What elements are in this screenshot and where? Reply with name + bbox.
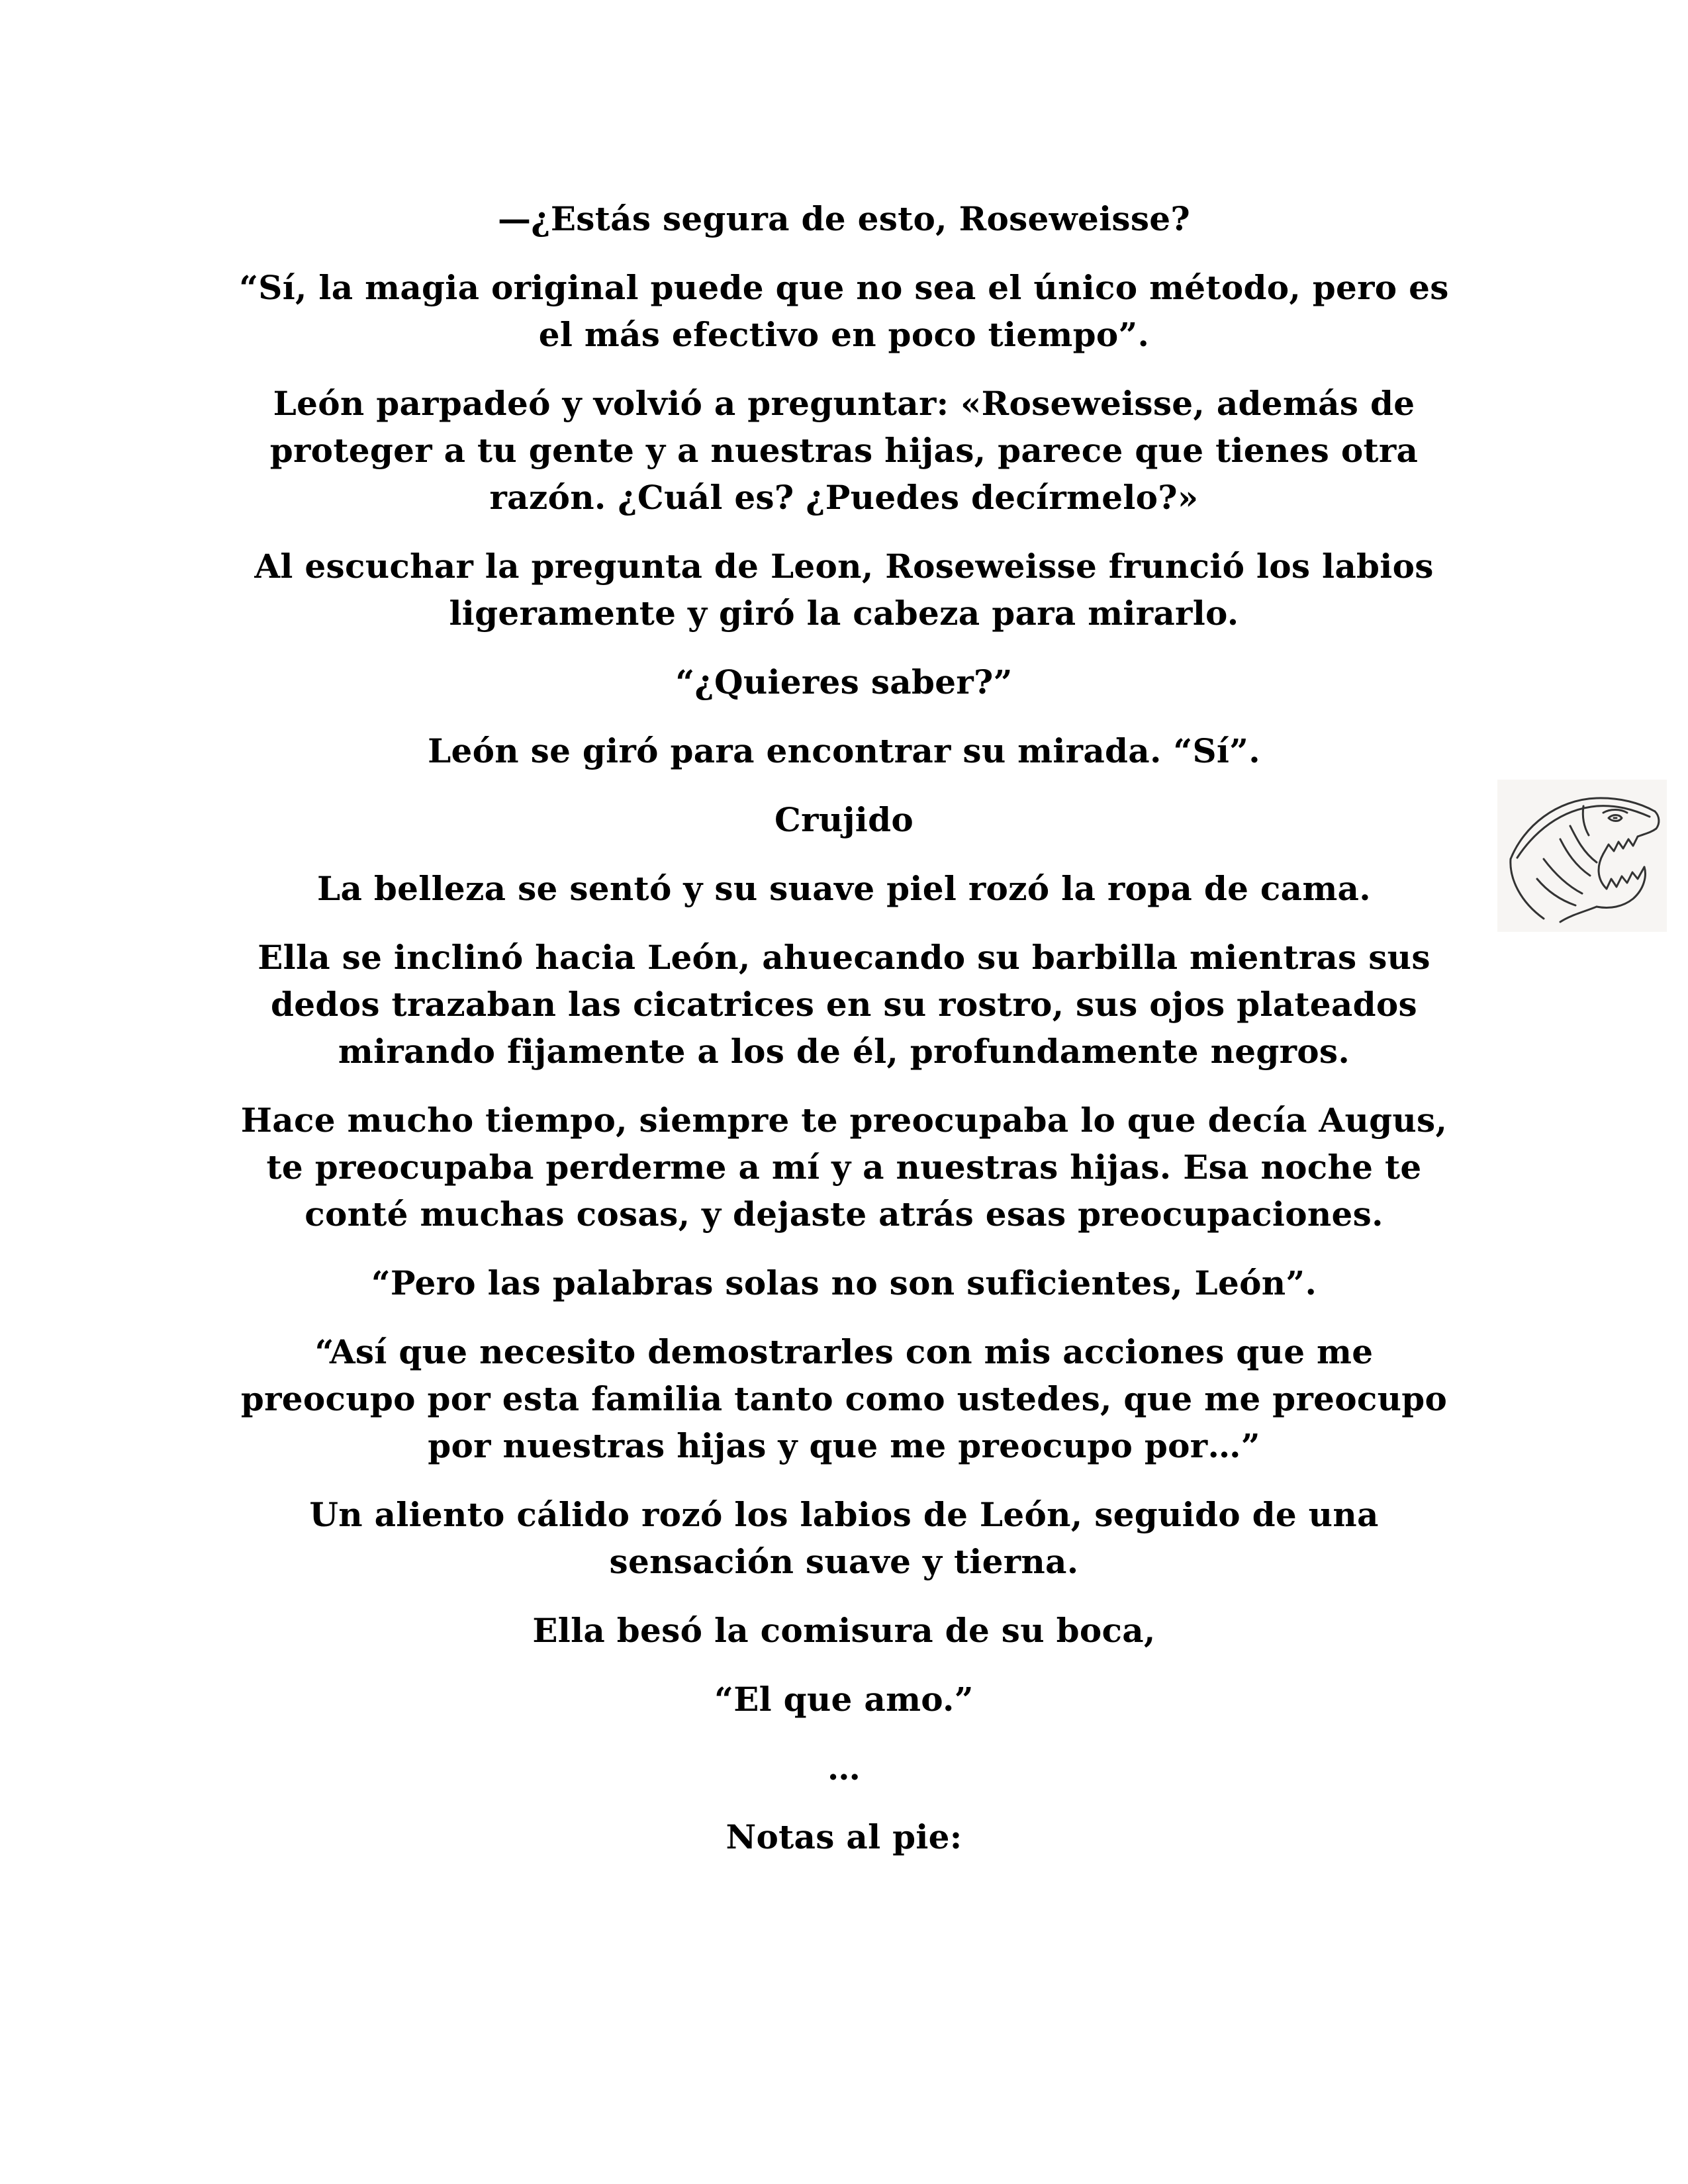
paragraph-13: Un aliento cálido rozó los labios de León, seguido de una sensación suave y tierna. (309, 1495, 1379, 1581)
footnotes-heading: Notas al pie: (726, 1817, 962, 1856)
paragraph-10: Hace mucho tiempo, siempre te preocupaba lo que decía Augus, te preocupaba perderme a mí y a nuestras hijas. Esa noche te conté muchas cosas, y dejaste atrás esas preocupaciones. (240, 1101, 1448, 1234)
paragraph-5: “¿Quieres saber?” (675, 662, 1013, 702)
paragraph-2: “Sí, la magia original puede que no sea el único método, pero es el más efectivo en poco tiempo”. (239, 268, 1449, 354)
paragraph-8: La belleza se sentó y su suave piel rozó la ropa de cama. (317, 869, 1371, 908)
paragraph-11: “Pero las palabras solas no son suficientes, León”. (371, 1263, 1317, 1302)
paragraph-3: León parpadeó y volvió a preguntar: «Roseweisse, además de proteger a tu gente y a nuestras hijas, parece que tienes otra razón. ¿Cuál es? ¿Puedes decírmelo?» (269, 384, 1419, 517)
paragraph-6: León se giró para encontrar su mirada. “Sí”. (428, 731, 1260, 770)
paragraph-7: Crujido (774, 800, 914, 839)
paragraph-15: “El que amo.” (714, 1680, 974, 1719)
paragraph-1: —¿Estás segura de esto, Roseweisse? (497, 199, 1191, 238)
ellipsis-separator: … (827, 1749, 861, 1788)
paragraph-4: Al escuchar la pregunta de Leon, Roseweisse frunció los labios ligeramente y giró la cabeza para mirarlo. (254, 547, 1434, 633)
dinosaur-head-sketch-icon (1497, 780, 1667, 932)
paragraph-9: Ella se inclinó hacia León, ahuecando su barbilla mientras sus dedos trazaban las cicatrices en su rostro, sus ojos plateados mirando fijamente a los de él, profundamente negros. (258, 938, 1430, 1071)
paragraph-12: “Así que necesito demostrarles con mis acciones que me preocupo por esta familia tanto como ustedes, que me preocupo por nuestras hijas y que me preocupo por…” (240, 1332, 1448, 1465)
chapter-text (225, 195, 1463, 1882)
paragraph-14: Ella besó la comisura de su boca, (532, 1611, 1156, 1650)
